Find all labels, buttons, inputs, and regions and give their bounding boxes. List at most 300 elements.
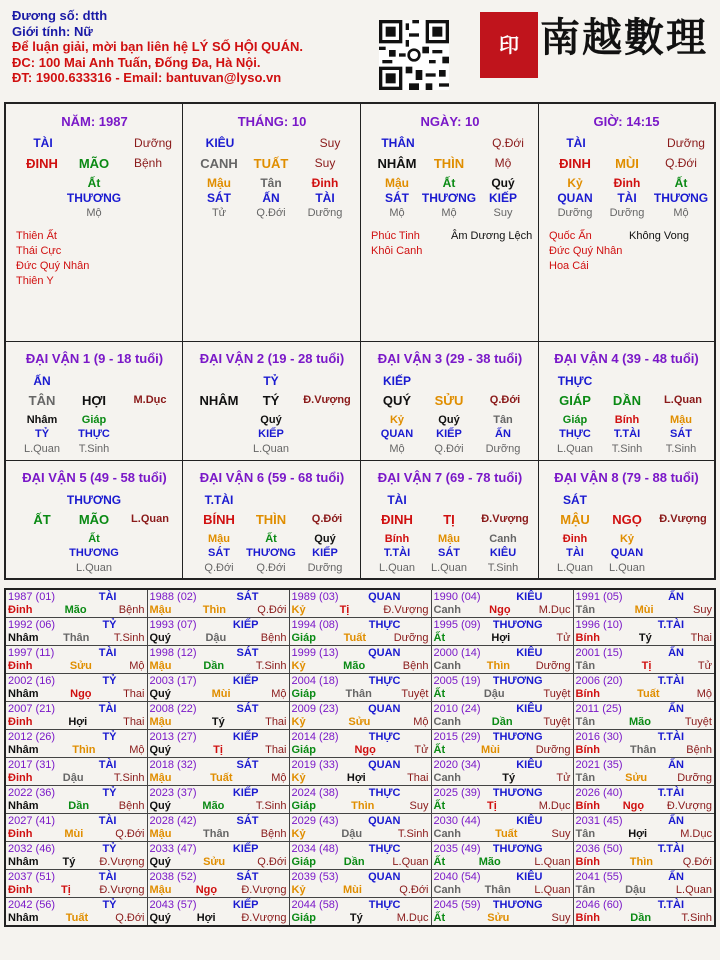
year-stem: Nhâm <box>8 688 39 700</box>
year-stem: Quý <box>149 632 171 644</box>
hidden-god: T.TÀI <box>613 428 641 440</box>
year-branch: Mão <box>478 856 501 868</box>
year-state: Đ.Vượng <box>241 912 287 924</box>
year-god: THƯƠNG <box>492 675 543 687</box>
year-stem: Ất <box>433 800 446 812</box>
year-state: M.Dục <box>538 800 571 812</box>
year-stem: Nhâm <box>8 856 39 868</box>
year-label: 1987 (01) <box>8 591 56 603</box>
year-god: KIẾP <box>232 619 259 631</box>
year-stem: Giáp <box>291 632 316 644</box>
year-stem: Bính <box>575 856 600 868</box>
year-cell <box>289 870 431 898</box>
table-row <box>5 702 715 730</box>
hidden-god: SÁT <box>208 547 230 559</box>
year-god: TÀI <box>98 591 117 603</box>
hidden-god: THƯƠNG <box>246 547 296 559</box>
address: ĐC: 100 Mai Anh Tuấn, Đống Đa, Hà Nội. <box>12 54 261 70</box>
year-cell <box>431 674 573 702</box>
year-state: Tử <box>414 744 429 756</box>
dai-van-cell <box>539 461 714 580</box>
year-cell <box>147 646 289 674</box>
pillar-stem: NHÂM <box>377 156 417 171</box>
year-branch: Thân <box>345 688 372 700</box>
year-cell <box>147 786 289 814</box>
hidden-god: SÁT <box>207 191 231 205</box>
year-cell <box>147 618 289 646</box>
year-state: L.Quan <box>534 856 571 868</box>
table-row <box>5 618 715 646</box>
hidden-life: T.Sinh <box>611 443 643 455</box>
year-god: KIẾP <box>232 899 259 911</box>
hidden-life: L.Quan <box>430 562 468 574</box>
year-label: 2012 (26) <box>8 731 56 743</box>
year-state: Thai <box>265 716 287 728</box>
dai-van-branch: TÝ <box>262 393 280 408</box>
year-cell <box>573 870 715 898</box>
year-god: TỶ <box>102 675 117 687</box>
year-stem: Đinh <box>8 828 33 840</box>
year-state: Mộ <box>129 744 145 756</box>
year-label: 2028 (42) <box>149 815 197 827</box>
year-stem: Tân <box>575 604 596 616</box>
hidden-stem: Ất <box>674 176 688 190</box>
year-state: T.Sinh <box>113 632 145 644</box>
year-branch: Hợi <box>196 912 216 924</box>
year-branch: Tuất <box>210 772 233 784</box>
year-state: Dưỡng <box>677 772 712 784</box>
hidden-stem: Đinh <box>613 176 641 190</box>
star-item: Thiên Y <box>16 275 54 287</box>
dai-van-branch: MÃO <box>78 512 110 527</box>
year-god: TÀI <box>98 759 117 771</box>
table-row <box>5 758 715 786</box>
year-label: 2000 (14) <box>433 647 481 659</box>
year-god: QUAN <box>368 703 401 715</box>
year-stem: Quý <box>149 688 171 700</box>
hidden-god: THỰC <box>559 428 591 440</box>
hidden-life: Q.Đới <box>204 562 234 574</box>
year-god: TỶ <box>102 787 117 799</box>
gender: Giới tính: Nữ <box>12 23 93 39</box>
year-label: 2024 (38) <box>291 787 339 799</box>
year-god: THƯƠNG <box>492 731 543 743</box>
hidden-stem: Mậu <box>438 533 460 545</box>
year-label: 2044 (58) <box>291 899 339 911</box>
hidden-life: Dưỡng <box>485 443 521 455</box>
hidden-stem: Ất <box>87 176 101 190</box>
year-state: Suy <box>551 828 571 840</box>
year-label: 2045 (59) <box>433 899 481 911</box>
year-stem: Nhâm <box>8 912 39 924</box>
hidden-stem: Mậu <box>207 176 231 190</box>
year-label: 1994 (08) <box>291 619 339 631</box>
hidden-life: Mộ <box>86 207 102 219</box>
star-item: Không Vong <box>629 230 689 242</box>
year-cell <box>5 674 147 702</box>
year-stem: Nhâm <box>8 744 39 756</box>
year-branch: Tị <box>487 800 497 812</box>
year-god: TÀI <box>98 703 117 715</box>
year-god: KIẾP <box>232 731 259 743</box>
dai-van-stem: ẤT <box>33 512 51 527</box>
year-god: KIÊU <box>516 871 543 883</box>
hidden-life: Mộ <box>389 207 405 219</box>
year-stem: Giáp <box>291 744 316 756</box>
hidden-stem: Mậu <box>670 414 692 426</box>
dai-van-branch: HỢI <box>81 393 107 408</box>
year-state: Q.Đới <box>399 884 429 896</box>
year-stem: Đinh <box>8 772 33 784</box>
pillar-branch-state: Bệnh <box>133 156 163 170</box>
pillar-stem: ĐINH <box>26 156 58 171</box>
year-state: Thai <box>265 744 287 756</box>
year-god: QUAN <box>368 759 401 771</box>
year-cell <box>5 702 147 730</box>
table-row <box>5 674 715 702</box>
year-state: Tử <box>556 772 571 784</box>
dai-van-god: THỰC <box>557 374 593 388</box>
year-label: 2046 (60) <box>575 899 623 911</box>
year-label: 2010 (24) <box>433 703 481 715</box>
year-label: 2011 (25) <box>575 703 622 715</box>
year-branch: Ngọ <box>489 604 511 616</box>
star-item: Thiên Ất <box>16 230 57 242</box>
pillar-branch: MÙI <box>615 156 639 171</box>
year-cell <box>289 898 431 927</box>
year-branch: Mão <box>64 604 87 616</box>
annual-luck-table <box>4 588 716 927</box>
year-god: KIÊU <box>516 591 543 603</box>
dai-van-stem: ĐINH <box>381 512 413 527</box>
hidden-stem: Quý <box>491 176 515 190</box>
hidden-stem: Giáp <box>562 414 588 426</box>
year-branch: Dậu <box>62 772 84 784</box>
year-cell <box>431 814 573 842</box>
hidden-life: T.Sinh <box>78 443 110 455</box>
year-branch: Sửu <box>487 912 510 924</box>
year-label: 2030 (44) <box>433 815 481 827</box>
year-cell <box>431 758 573 786</box>
year-god: TỶ <box>102 619 117 631</box>
year-cell <box>573 674 715 702</box>
year-cell <box>573 618 715 646</box>
hidden-god: KIẾP <box>488 191 517 205</box>
year-stem: Quý <box>149 744 171 756</box>
hidden-life: L.Quan <box>608 562 646 574</box>
star-item: Phúc Tinh <box>371 230 420 242</box>
year-cell <box>5 842 147 870</box>
year-branch: Tuất <box>65 912 89 924</box>
year-cell <box>573 786 715 814</box>
year-label: 1989 (03) <box>291 591 339 603</box>
year-label: 2008 (22) <box>149 703 197 715</box>
year-branch: Dậu <box>483 688 505 700</box>
pillar-branch-state: Q.Đới <box>665 156 697 170</box>
year-label: 2019 (33) <box>291 759 339 771</box>
year-branch: Tuất <box>637 688 660 700</box>
year-cell <box>289 646 431 674</box>
year-branch: Sửu <box>348 716 371 728</box>
year-state: Q.Đới <box>257 856 287 868</box>
year-state: L.Quan <box>675 884 712 896</box>
year-state: Bệnh <box>260 632 287 644</box>
contact-note: Để luận giải, mời bạn liên hệ LÝ SỐ HỘI QUÁN. <box>12 39 303 54</box>
year-cell <box>147 702 289 730</box>
star-item: Quốc Ấn <box>549 230 592 242</box>
hidden-life: L.Quan <box>556 443 594 455</box>
year-label: 1988 (02) <box>149 591 197 603</box>
dai-van-heading: ĐẠI VẬN 4 (39 - 48 tuổi) <box>554 351 699 366</box>
year-state: Suy <box>409 800 429 812</box>
year-branch: Dần <box>343 856 365 868</box>
year-god: KIẾP <box>232 675 259 687</box>
year-stem: Nhâm <box>8 800 39 812</box>
year-branch: Mùi <box>342 884 362 896</box>
year-god: ẤN <box>668 703 684 715</box>
hidden-god: KIÊU <box>489 547 517 559</box>
year-label: 2027 (41) <box>8 815 56 827</box>
year-stem: Tân <box>575 828 596 840</box>
hidden-stem: Quý <box>260 414 282 426</box>
year-cell <box>5 786 147 814</box>
year-label: 2015 (29) <box>433 731 481 743</box>
star-item: Đức Quý Nhân <box>16 260 90 272</box>
year-stem: Bính <box>575 632 600 644</box>
year-stem: Kỷ <box>291 772 306 784</box>
year-label: 2038 (52) <box>149 871 197 883</box>
year-state: Q.Đới <box>115 828 145 840</box>
year-branch: Thìn <box>486 660 510 672</box>
year-stem: Mậu <box>149 828 172 840</box>
pillar-cell <box>539 104 714 342</box>
year-label: 2020 (34) <box>433 759 481 771</box>
dai-van-state: L.Quan <box>664 394 702 406</box>
hidden-life: Mộ <box>673 207 689 219</box>
year-cell <box>289 786 431 814</box>
year-cell <box>431 589 573 618</box>
year-label: 1991 (05) <box>575 591 623 603</box>
year-branch: Tý <box>349 912 363 924</box>
year-god: TỶ <box>102 899 117 911</box>
year-god: QUAN <box>368 815 401 827</box>
year-state: L.Quan <box>392 856 429 868</box>
hidden-god: QUAN <box>557 191 593 205</box>
year-state: Dưỡng <box>535 660 571 672</box>
year-label: 2031 (45) <box>575 815 623 827</box>
red-seal-icon: 印 <box>480 12 538 78</box>
year-state: Dưỡng <box>535 744 571 756</box>
dai-van-god: SÁT <box>563 493 587 507</box>
year-cell <box>289 674 431 702</box>
year-cell <box>289 589 431 618</box>
dai-van-branch: TỊ <box>443 512 455 527</box>
pillar-god: KIÊU <box>205 136 235 150</box>
hidden-god: TÀI <box>315 191 335 205</box>
year-state: T.Sinh <box>397 828 429 840</box>
year-cell <box>289 730 431 758</box>
year-god: ẤN <box>668 591 684 603</box>
year-state: Suy <box>551 912 571 924</box>
year-state: Thai <box>123 716 145 728</box>
year-stem: Mậu <box>149 884 172 896</box>
year-state: L.Quan <box>534 884 571 896</box>
year-stem: Giáp <box>291 856 316 868</box>
year-label: 2006 (20) <box>575 675 623 687</box>
pillar-heading: THÁNG: 10 <box>237 114 307 129</box>
pillar-stem: CANH <box>200 156 238 171</box>
dai-van-cell <box>6 342 183 461</box>
year-branch: Thìn <box>202 604 226 616</box>
year-branch: Thìn <box>351 800 375 812</box>
year-branch: Tị <box>339 604 350 616</box>
hidden-life: Mộ <box>389 443 405 455</box>
year-cell <box>431 870 573 898</box>
year-stem: Ất <box>433 688 446 700</box>
dai-van-cell <box>361 342 539 461</box>
year-label: 2025 (39) <box>433 787 481 799</box>
pillar-cell <box>6 104 183 342</box>
year-state: Q.Đới <box>257 604 287 616</box>
year-label: 2040 (54) <box>433 871 481 883</box>
year-branch: Mùi <box>634 604 654 616</box>
year-branch: Thân <box>629 744 657 756</box>
year-stem: Đinh <box>8 604 33 616</box>
year-cell <box>289 814 431 842</box>
four-pillars-grid <box>4 102 716 580</box>
dai-van-branch: NGỌ <box>612 512 642 527</box>
year-label: 2041 (55) <box>575 871 623 883</box>
year-state: Mộ <box>129 660 145 672</box>
pillar-stem: ĐINH <box>559 156 591 171</box>
year-god: THỰC <box>368 731 401 743</box>
year-stem: Giáp <box>291 912 316 924</box>
dai-van-god: KIẾP <box>382 374 411 388</box>
year-stem: Kỷ <box>291 660 306 672</box>
year-stem: Bính <box>575 912 600 924</box>
hidden-god: QUAN <box>610 547 644 559</box>
pillar-state: Q.Đới <box>492 136 524 150</box>
pillar-branch-state: Suy <box>314 156 336 170</box>
hidden-life: Q.Đới <box>256 562 286 574</box>
year-state: Tuyệt <box>543 688 571 700</box>
year-branch: Mùi <box>480 744 500 756</box>
year-label: 2035 (49) <box>433 843 481 855</box>
year-god: THƯƠNG <box>492 899 543 911</box>
year-god: T.TÀI <box>657 675 684 687</box>
hidden-life: L.Quan <box>23 443 61 455</box>
year-branch: Mùi <box>64 828 84 840</box>
year-label: 2022 (36) <box>8 787 56 799</box>
year-branch: Tị <box>641 660 652 672</box>
year-cell <box>431 646 573 674</box>
hidden-life: T.Sinh <box>487 562 519 574</box>
star-item: Âm Dương Lệch <box>451 230 533 242</box>
hidden-stem: Đinh <box>311 176 339 190</box>
year-cell <box>147 758 289 786</box>
year-god: SÁT <box>236 759 259 771</box>
year-god: ẤN <box>668 815 684 827</box>
year-cell <box>289 618 431 646</box>
year-god: T.TÀI <box>657 731 684 743</box>
hidden-god: KIẾP <box>258 428 284 440</box>
dai-van-heading: ĐẠI VẬN 7 (69 - 78 tuổi) <box>377 470 523 485</box>
dai-van-stem: NHÂM <box>199 393 239 408</box>
year-label: 2043 (57) <box>149 899 197 911</box>
year-god: THỰC <box>368 675 401 687</box>
year-branch: Thân <box>63 632 90 644</box>
dai-van-state: L.Quan <box>131 513 169 525</box>
hidden-stem: Nhâm <box>26 414 58 426</box>
year-branch: Tý <box>638 632 652 644</box>
year-god: TỶ <box>102 731 117 743</box>
year-branch: Hợi <box>628 828 648 840</box>
dai-van-cell <box>183 461 361 580</box>
hidden-god: SÁT <box>438 547 460 559</box>
dai-van-stem: TÂN <box>28 393 56 408</box>
pillar-heading: NĂM: 1987 <box>61 114 128 129</box>
hidden-god: QUAN <box>380 428 414 440</box>
dai-van-god: THƯƠNG <box>66 493 122 507</box>
year-label: 2036 (50) <box>575 843 623 855</box>
phone-email: ĐT: 1900.633316 - Email: bantuvan@lyso.vn <box>12 70 282 85</box>
year-label: 1996 (10) <box>575 619 623 631</box>
pillar-state: Dưỡng <box>134 136 172 150</box>
year-stem: Canh <box>433 660 461 672</box>
hidden-god: THƯƠNG <box>66 191 122 205</box>
dai-van-stem: QUÝ <box>382 393 412 408</box>
year-state: Mộ <box>696 688 712 700</box>
year-label: 2039 (53) <box>291 871 339 883</box>
star-item: Khôi Canh <box>371 245 423 257</box>
hidden-god: THỰC <box>78 428 110 440</box>
pillar-branch: MÃO <box>78 156 110 171</box>
year-state: Mộ <box>413 716 429 728</box>
year-label: 1997 (11) <box>8 647 55 659</box>
year-stem: Ất <box>433 632 446 644</box>
year-branch: Thân <box>203 828 230 840</box>
hidden-god: KIẾP <box>312 547 338 559</box>
year-label: 2002 (16) <box>8 675 56 687</box>
year-cell <box>5 898 147 927</box>
year-state: Bệnh <box>118 604 145 616</box>
year-branch: Dần <box>630 912 652 924</box>
year-label: 1993 (07) <box>149 619 197 631</box>
table-row <box>5 786 715 814</box>
dai-van-branch: DẦN <box>612 393 642 408</box>
year-god: KIÊU <box>516 703 543 715</box>
year-label: 2001 (15) <box>575 647 623 659</box>
year-state: Bệnh <box>402 660 429 672</box>
hidden-god: THƯƠNG <box>69 547 119 559</box>
year-branch: Tuất <box>343 632 367 644</box>
year-branch: Dậu <box>341 828 363 840</box>
hidden-life: L.Quan <box>75 562 113 574</box>
year-state: Tử <box>697 660 712 672</box>
pillar-branch: THÌN <box>433 156 465 171</box>
star-item: Thái Cực <box>16 245 62 257</box>
year-god: SÁT <box>236 815 259 827</box>
year-state: Tuyệt <box>543 716 571 728</box>
hidden-stem: Kỷ <box>619 533 635 545</box>
year-god: SÁT <box>236 647 259 659</box>
year-cell <box>147 814 289 842</box>
year-stem: Tân <box>575 660 596 672</box>
year-branch: Tý <box>62 856 76 868</box>
header-info <box>12 8 303 86</box>
hidden-stem: Giáp <box>81 414 107 426</box>
year-branch: Dậu <box>625 884 646 896</box>
